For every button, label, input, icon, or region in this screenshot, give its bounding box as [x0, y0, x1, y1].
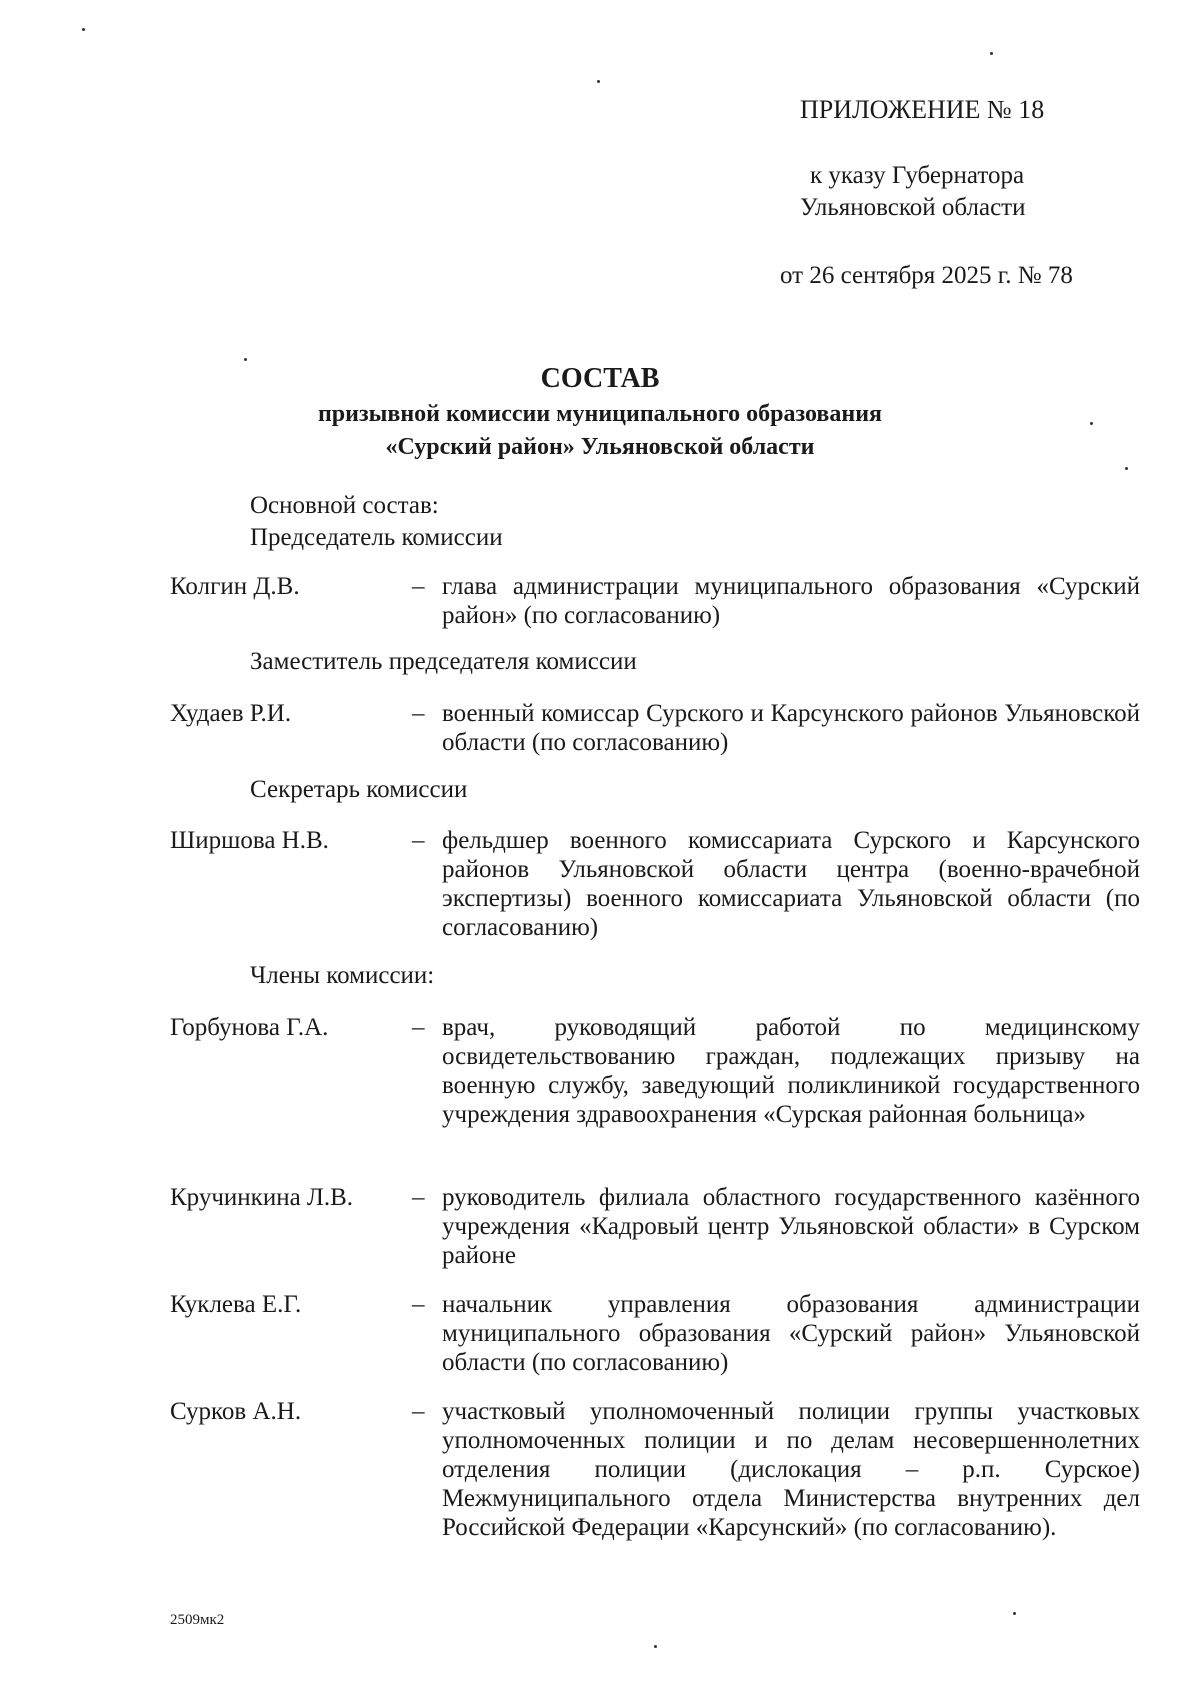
member-role: врач, руководящий работой по медицинскому освидетельствованию граждан, подлежащих призыву на военную службу, заведующий поликлиникой государственного учреждения здравоохранения «Сурская районная больница»	[442, 1014, 1140, 1128]
member-name: Ширшова Н.В.	[170, 827, 329, 854]
scan-speck	[1013, 1612, 1016, 1615]
scan-speck	[990, 52, 993, 55]
scan-speck	[1125, 467, 1128, 470]
member-role: глава администрации муниципального образования «Сурский район» (по согласованию)	[442, 573, 1140, 629]
section-main-composition: Основной состав:	[250, 492, 439, 519]
section-deputy: Заместитель председателя комиссии	[250, 648, 637, 675]
member-name: Сурков А.Н.	[170, 1398, 302, 1425]
document-title	[0, 360, 1200, 464]
decree-date: от 26 сентября 2025 г. № 78	[780, 262, 1073, 289]
member-name: Худаев Р.И.	[170, 700, 292, 727]
member-dash: –	[412, 1398, 425, 1425]
decree-ref-line2: Ульяновской области	[800, 194, 1026, 221]
member-name: Колгин Д.В.	[170, 573, 300, 600]
member-role: руководитель филиала областного государственного казённого учреждения «Кадровый центр Ульяновской области» в Сурском районе	[442, 1184, 1140, 1269]
document-code: 2509мк2	[170, 1612, 225, 1628]
title-subtitle-2: «Сурский район» Ульяновской области	[385, 434, 815, 460]
section-secretary: Секретарь комиссии	[250, 776, 468, 803]
member-dash: –	[412, 1291, 425, 1318]
decree-reference	[800, 160, 1025, 224]
scan-speck	[82, 28, 85, 31]
section-chairman: Председатель комиссии	[250, 524, 503, 551]
appendix-label: ПРИЛОЖЕНИЕ № 18	[800, 95, 1045, 124]
title-subtitle-1: призывной комиссии муниципального образования	[317, 401, 883, 427]
decree-ref-line1: к указу Губернатора	[810, 162, 1025, 189]
scan-speck	[1090, 422, 1093, 425]
scan-speck	[597, 80, 600, 83]
member-dash: –	[412, 827, 425, 854]
member-role: военный комиссар Сурского и Карсунского районов Ульяновской области (по согласованию)	[442, 700, 1140, 756]
member-role: участковый уполномоченный полиции группы участковых уполномоченных полиции и по делам несовершеннолетних отделения полиции (дислокация – р.п. Сурское) Межмуниципального отдела Министерства внутренних дел Российской Федерации «Карсунский» (по согласованию).	[442, 1398, 1140, 1541]
member-name: Куклева Е.Г.	[170, 1291, 302, 1318]
title-main: СОСТАВ	[540, 363, 660, 394]
scan-speck	[244, 358, 247, 361]
section-members: Члены комиссии:	[250, 962, 435, 989]
member-role: фельдшер военного комиссариата Сурского и Карсунского районов Ульяновской области центра (военно-врачебной экспертизы) военного комиссариата Ульяновской области (по согласованию)	[442, 827, 1140, 941]
member-dash: –	[412, 700, 425, 727]
member-name: Кручинкина Л.В.	[170, 1184, 354, 1211]
member-dash: –	[412, 1184, 425, 1211]
member-dash: –	[412, 573, 425, 600]
member-role: начальник управления образования администрации муниципального образования «Сурский район» Ульяновской области (по согласованию)	[442, 1291, 1140, 1376]
member-dash: –	[412, 1014, 425, 1041]
scan-speck	[654, 1645, 657, 1648]
member-name: Горбунова Г.А.	[170, 1014, 329, 1041]
